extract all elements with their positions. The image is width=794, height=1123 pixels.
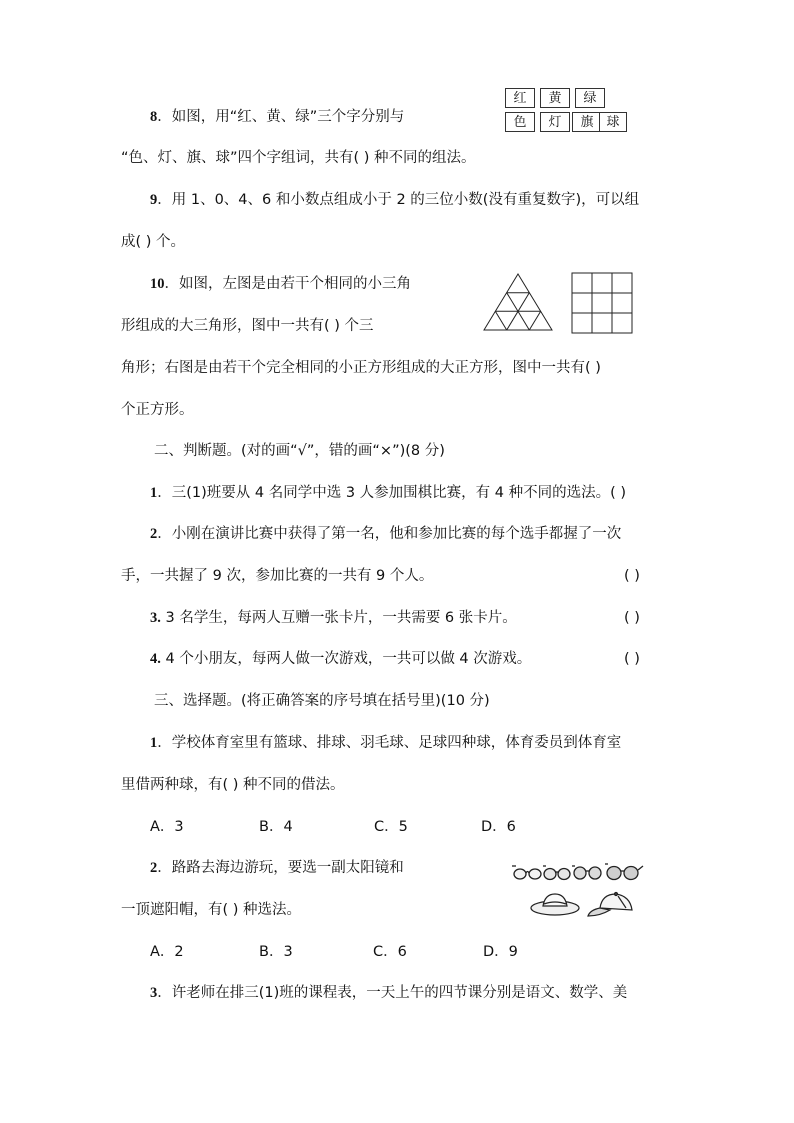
- judge-2-line1: [150, 524, 621, 544]
- judge-1-number: 1: [150, 485, 158, 501]
- choice-2-option-a: A．2: [150, 944, 184, 960]
- choice-1-line2: [121, 775, 345, 795]
- sunglasses-icon: [512, 864, 643, 880]
- judge-3: [150, 608, 517, 628]
- char-box-top-1: 红: [505, 88, 535, 108]
- judge-4-text: 4 个小朋友，每两人做一次游戏，一共可以做 4 次游戏。: [160, 651, 532, 667]
- char-box-top-3: 绿: [575, 88, 605, 108]
- square-grid-figure: [571, 272, 633, 334]
- judge-2-line2: [121, 566, 433, 586]
- q9-text-2: 成( ) 个。: [121, 234, 186, 250]
- choice-3-line1: [150, 983, 627, 1003]
- judge-1: [150, 483, 626, 503]
- judge-4: [150, 649, 531, 669]
- judge-2-number: 2: [150, 526, 158, 542]
- choice-2-text-1: ．路路去海边游玩，要选一副太阳镜和: [157, 860, 404, 876]
- judge-1-text: ．三(1)班要从 4 名同学中选 3 人参加围棋比赛，有 4 种不同的选法。( ): [157, 485, 627, 501]
- choice-1-option-c: C．5: [374, 819, 408, 835]
- choice-2-number: 2: [150, 860, 158, 876]
- judge-2-bracket: ( ): [624, 568, 640, 584]
- choice-1-text-1: ．学校体育室里有篮球、排球、羽毛球、足球四种球，体育委员到体育室: [157, 735, 622, 751]
- choice-1-option-b: B．4: [259, 819, 293, 835]
- judge-4-number: 4.: [150, 651, 161, 667]
- q8-text-1: ．如图，用“红、黄、绿”三个字分别与: [157, 109, 405, 125]
- judge-4-bracket: ( ): [624, 651, 640, 667]
- cap-icon: [588, 893, 632, 917]
- q10-line2: [121, 316, 374, 336]
- word-combination-figure: [505, 88, 627, 134]
- choice-2-line1: [150, 858, 404, 878]
- q10-text-4: 个正方形。: [121, 402, 194, 418]
- sunglasses-hats-figure: [510, 858, 646, 920]
- judge-3-number: 3.: [150, 610, 161, 626]
- q9-number: 9: [150, 192, 158, 208]
- q8-text-2: “色、灯、旗、球”四个字组词，共有( ) 种不同的组法。: [121, 150, 476, 166]
- char-box-bottom-3: 旗: [572, 112, 602, 132]
- choice-2-text-2: 一顶遮阳帽，有( ) 种选法。: [121, 902, 302, 918]
- q8-number: 8: [150, 109, 158, 125]
- q10-line4: [121, 400, 194, 420]
- q10-text-2: 形组成的大三角形，图中一共有( ) 个三: [121, 318, 374, 334]
- choice-1-option-d: D．6: [481, 819, 516, 835]
- sun-hat-icon: [531, 894, 579, 915]
- judge-3-bracket: ( ): [624, 610, 640, 626]
- section-2-title: 二、判断题。(对的画“√”，错的画“×”)(8 分): [154, 443, 445, 459]
- choice-2-option-d: D．9: [483, 944, 518, 960]
- q9-line1: [150, 190, 639, 210]
- q10-number: 10: [150, 276, 165, 292]
- choice-2-option-b: B．3: [259, 944, 293, 960]
- judge-3-text: 3 名学生，每两人互赠一张卡片，一共需要 6 张卡片。: [160, 610, 517, 626]
- choice-1-option-a: A．3: [150, 819, 184, 835]
- char-box-bottom-4: 球: [599, 112, 627, 132]
- choice-1-number: 1: [150, 735, 158, 751]
- q8-line1: [150, 107, 404, 127]
- q10-line3: [121, 358, 601, 378]
- choice-2-option-c: C．6: [373, 944, 407, 960]
- q10-line1: [150, 274, 411, 294]
- choice-3-number: 3: [150, 985, 158, 1001]
- judge-2-text-1: ．小刚在演讲比赛中获得了第一名，他和参加比赛的每个选手都握了一次: [157, 526, 622, 542]
- judge-2-text-2: 手，一共握了 9 次，参加比赛的一共有 9 个人。: [121, 568, 434, 584]
- choice-1-line1: [150, 733, 621, 753]
- choice-2-line2: [121, 900, 301, 920]
- triangle-figure: [482, 272, 554, 332]
- q9-text-1: ．用 1、0、4、6 和小数点组成小于 2 的三位小数(没有重复数字)，可以组: [157, 192, 640, 208]
- char-box-bottom-2: 灯: [540, 112, 570, 132]
- char-box-top-2: 黄: [540, 88, 570, 108]
- choice-1-text-2: 里借两种球，有( ) 种不同的借法。: [121, 777, 345, 793]
- section-3-title: 三、选择题。(将正确答案的序号填在括号里)(10 分): [154, 693, 490, 709]
- q8-line2: [121, 148, 476, 168]
- choice-3-text-1: ．许老师在排三(1)班的课程表，一天上午的四节课分别是语文、数学、美: [157, 985, 628, 1001]
- q10-text-3: 角形；右图是由若干个完全相同的小正方形组成的大正方形，图中一共有( ): [121, 360, 601, 376]
- q10-text-1: ．如图，左图是由若干个相同的小三角: [164, 276, 411, 292]
- q9-line2: [121, 232, 185, 252]
- char-box-bottom-1: 色: [505, 112, 535, 132]
